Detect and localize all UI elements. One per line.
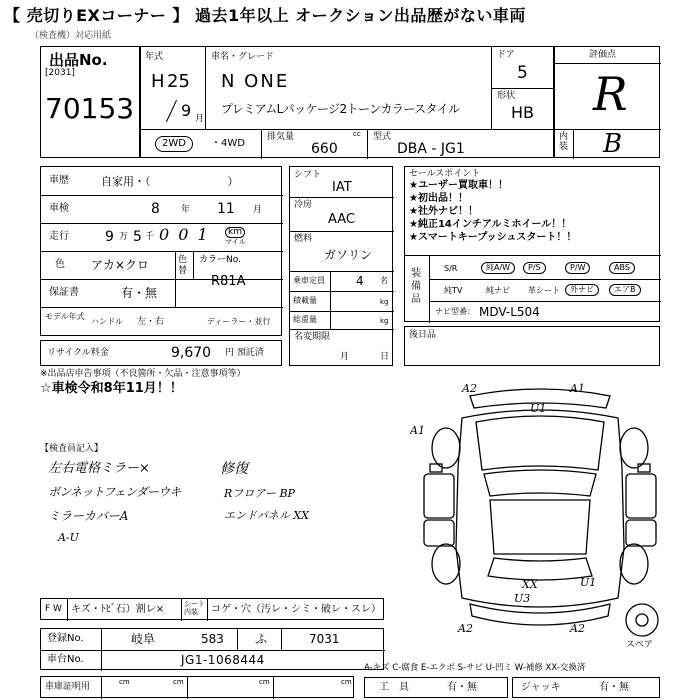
navi-label: ナビ型番： [435,307,475,316]
color-label: 色 [55,259,65,270]
load-label: 積載量 [293,296,317,305]
inspector-left-4: A-U [58,531,79,544]
mark-rear-exchange: XX [522,578,538,591]
registration-box [40,628,384,670]
equip-leather: 革シート [528,286,560,295]
recycle-value: 9,670 [171,345,212,361]
color-code: R81A [211,274,246,289]
recycle-label: リサイクル料金 [47,348,109,358]
recycle-unit: 円 預託済 [225,348,264,358]
spare-hub [636,614,648,626]
mileage-mile: マイル [225,238,246,246]
capacity-value: 4 [356,274,364,288]
lot-sub: [2031] [45,68,75,78]
color-value: アカ×クロ [91,258,149,272]
dealer-label: ディーラー・並行 [207,317,271,326]
year-label: 年式 [145,52,164,62]
jack-value: 有・無 [599,682,629,693]
model-label: 型式 [373,132,392,142]
equipment-label: 装備品 [411,268,421,305]
drive-4wd: ・4WD [211,138,245,149]
year-era: H [151,71,165,92]
spare-label: スペア [626,640,654,650]
year-month: 9 [181,101,192,120]
capacity-unit: 名 [380,276,388,285]
shape-label: 形状 [497,91,516,101]
equip-tv: 純TV [444,286,463,295]
certificate-box [40,676,354,698]
date-slash [166,100,177,122]
car-damage-diagram [410,378,670,642]
notes-box [404,326,660,366]
tools-value: 有・無 [447,682,477,693]
year-value: 25 [167,71,190,92]
chassis-label: 車台No. [47,654,84,665]
sales-item: ★初出品！！ [409,193,468,204]
sheet-label: シート内装 [184,600,205,616]
vehicle-grade: プレミアムLパッケージ2トーンカラースタイル [221,102,460,116]
rear-window [488,558,592,580]
mark-left-fender: A1 [410,424,425,437]
mark-front-dents: U1 [530,402,547,415]
vehicle-box [140,46,554,158]
shape-value: HB [511,103,535,122]
handle-value: 左・右 [137,317,165,327]
fw-items: キズ・ﾄﾋﾞ石）割レ× [71,604,165,615]
equip-ps: P/S [523,262,546,274]
spec-table [289,166,393,366]
rating-score: R [593,67,628,121]
spare-tire [626,604,658,636]
drive-2wd: 2WD [155,136,193,152]
inspector-left-3: ミラーカバーA [48,509,129,523]
aircon-label: 冷房 [294,200,313,210]
inspector-left-1: 左右電格ミラー× [48,461,150,476]
interior-label: 内装 [559,132,569,152]
equip-abs: ABS [609,262,635,274]
displacement-value: 660 [311,141,338,157]
certificate-cm-3: cm [259,678,270,686]
info-table [40,166,282,336]
inspection-label: 車検 [49,203,69,214]
damage-legend: A-キズ C-腐食 E-エクボ S-サビ U-凹ミ W-補修 XX-交換済 [364,663,586,673]
lot-label: 出品No. [49,51,108,69]
sales-item: ★社外ナビ！！ [409,206,478,217]
capacity-label: 乗車定員 [293,276,325,285]
displacement-unit: cc [353,130,361,138]
month-unit: 月 [195,114,205,124]
gross-label: 総重量 [293,315,317,324]
door-fl [424,474,454,518]
door-rl [424,520,454,546]
equip-aftermarket-navi: 外ナビ [565,284,599,296]
exhibitor-title: ※出品店申告事項（不良箇所・欠品・注意事項等） [40,369,246,379]
mark-rear-bumper: A2 [570,622,585,635]
certificate-cm-1: cm [119,678,130,686]
wheel-rr [620,544,648,584]
model-value: DBA - JG1 [397,141,465,157]
certificate-cm-4: cm [341,678,352,686]
warranty-value: 有・無 [121,286,158,300]
wheel-fr [620,428,648,468]
equip-airbag: エアB [609,284,641,296]
handle-label: ハンドル [91,317,123,326]
load-unit: kg [380,298,389,306]
sales-label: セールスポイント [409,169,481,179]
inspection-year: 8 [151,201,160,217]
inspector-right-3: エンドパネル XX [224,509,309,522]
registration-class: 583 [201,632,224,646]
wheel-rl [432,544,460,584]
shift-label: シフト [294,170,322,180]
jack-box [512,677,660,698]
rating-box [554,46,660,158]
rating-label: 評価点 [589,50,617,60]
mark-front-left: A2 [462,382,477,395]
inspection-month: 11 [217,201,235,217]
equip-pw: P/W [565,262,590,274]
meter-change-month: 月 [340,352,350,362]
recycle-box [40,340,282,366]
color-change-label: 色替 [178,255,188,276]
aircon-value: AAC [328,212,355,227]
registration-label: 登録No. [47,633,84,644]
header-banner: 【 売切りEXコーナー 】 過去1年以上 オークション出品歴がない車両 [4,6,526,25]
equip-sr: S/R [444,264,458,273]
certificate-label: 車庫証明用 [45,682,91,692]
inspection-year-unit: 年 [181,205,191,215]
mileage-sen: 5 [133,229,142,245]
sheet-items: コゲ・穴（汚レ・シミ・破レ・スレ） [211,604,381,615]
notes-label: 後日品 [409,330,437,340]
model-year-label: モデル年式 [45,312,85,321]
mileage-man: 9 [105,229,114,245]
lot-box [40,46,140,158]
body-outline [456,410,624,607]
certificate-cm-2: cm [173,678,184,686]
hood [476,416,604,470]
fuel-label: 燃料 [294,234,313,244]
meter-change-label: 名変期限 [294,332,331,342]
lot-number: 70153 [45,92,135,125]
subnote: （検査機）対応用紙 [30,31,112,41]
roof [490,500,590,554]
mileage-km: km [225,227,245,238]
registration-kana: ふ [255,632,268,646]
chassis-value: JG1-1068444 [181,653,265,667]
sales-item: ★純正14インチアルミホイール！！ [409,219,572,230]
mark-rear-right: U1 [580,576,597,589]
inspector-right-2: Rフロアー BP [224,487,295,500]
sales-list [409,181,657,246]
tools-label: 工 具 [379,682,409,693]
wheel-fl [432,428,460,468]
meter-change-day: 日 [380,352,390,362]
fuel-value: ガソリン [324,248,373,262]
mark-rear-dent: U3 [514,592,531,605]
sales-item: ★スマートキープッシュスタート！！ [409,232,577,243]
registration-place: 岐阜 [131,632,156,646]
inspection-month-unit: 月 [253,205,263,215]
condition-box [40,598,384,620]
inspector-right-1: 修復 [220,461,248,477]
fw-label: F W [45,604,62,614]
inspector-left-2: ボンネットフェンダーウキ [48,485,181,499]
warranty-label: 保証書 [49,287,79,298]
mileage-man-unit: 万 [119,232,129,242]
doors-label: ドア [497,50,515,60]
equip-alloy: 純A/W [481,262,515,274]
equip-navi: 純ナビ [486,286,510,295]
gross-unit: kg [380,317,389,325]
color-code-label: カラーNo. [199,255,241,265]
mark-front-right: A1 [570,382,585,395]
mark-rear-left: A2 [458,622,473,635]
doors-value: 5 [517,63,528,83]
mirror-r [638,464,650,472]
displacement-label: 排気量 [267,132,295,142]
windshield [484,470,596,496]
mileage-hw: 0 0 1 [159,225,210,244]
name-label: 車名・グレード [211,52,275,62]
mileage-sen-unit: 千 [145,232,155,242]
tools-box [364,677,508,698]
history-value: 自家用・（ ） [101,175,239,188]
registration-number: 7031 [309,632,340,646]
door-fr [626,474,656,518]
navi-model: MDV-L504 [479,305,540,319]
door-rr [626,520,656,546]
mileage-label: 走行 [49,231,69,242]
inspector-label: 【検査員記入】 [40,444,104,454]
history-label: 車歴 [49,175,69,186]
mirror-l [430,464,442,472]
jack-label: ジャッキ [521,682,561,693]
sales-item: ★ユーザー買取車！！ [409,180,508,191]
exhibitor-line1: ☆車検令和8年11月！！ [40,381,183,396]
shift-value: IAT [332,180,352,195]
sales-equipment-box [404,166,660,322]
interior-score: B [603,129,623,159]
vehicle-name: N ONE [221,71,290,92]
